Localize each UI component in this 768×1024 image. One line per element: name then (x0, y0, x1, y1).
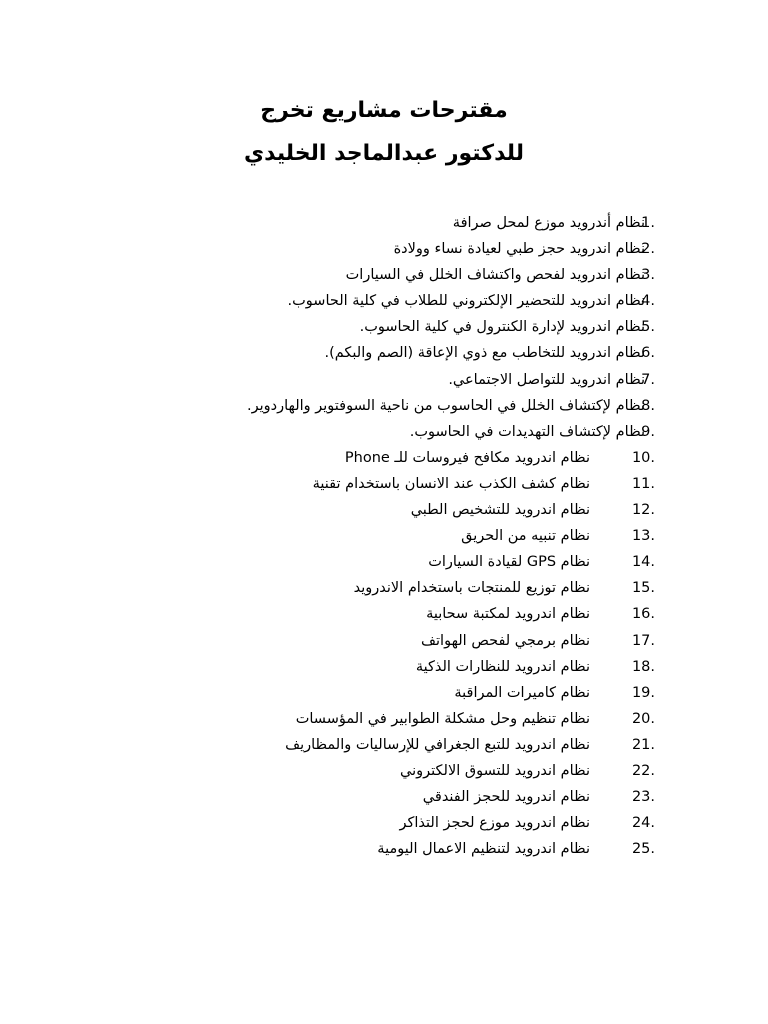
list-item (0, 810, 768, 836)
list-item-number: 8. (641, 397, 655, 414)
list-item-text: نظام اندرويد للتواصل الاجتماعي. (448, 371, 645, 388)
list-item-number: 22. (631, 762, 655, 779)
list-item-number: 3. (641, 267, 655, 284)
list-item (0, 575, 768, 601)
list-item-number: 16. (631, 606, 655, 623)
list-item-number: 20. (631, 710, 655, 727)
list-item-text: نظام اندرويد للتبع الجغرافي للإرساليات والمظاريف (285, 736, 590, 753)
list-item-text: نظام GPS لقيادة السيارات (428, 554, 590, 571)
list-item-text: نظام اندرويد للتحضير الإلكتروني للطلاب في كلية الحاسوب. (287, 293, 645, 310)
list-item (0, 314, 768, 340)
list-item-number: 6. (641, 345, 655, 362)
list-item-number: 23. (631, 789, 655, 806)
list-item (0, 367, 768, 393)
list-item (0, 210, 768, 236)
list-item-number: 12. (631, 502, 655, 519)
list-item-number: 15. (631, 580, 655, 597)
list-item-number: 4. (641, 293, 655, 310)
list-item-text: نظام كشف الكذب عند الانسان باستخدام تقنية (312, 475, 590, 492)
list-item-text: نظام اندرويد لمكتبة سحابية (426, 606, 590, 623)
list-item (0, 419, 768, 445)
list-item (0, 262, 768, 288)
list-item (0, 288, 768, 314)
list-item (0, 628, 768, 654)
list-item (0, 680, 768, 706)
list-item (0, 706, 768, 732)
document-title-line-2: للدكتور عبدالماجد الخليدي (243, 141, 525, 166)
document-title-line-1: مقترحات مشاريع تخرج (260, 98, 508, 123)
list-item-text: نظام اندرويد لفحص واكتشاف الخلل في السيارات (345, 267, 645, 284)
list-item-text: نظام تنبيه من الحريق (461, 528, 590, 545)
list-item-text: نظام توزيع للمنتجات باستخدام الاندرويد (353, 580, 590, 597)
list-item-number: 9. (641, 423, 655, 440)
list-item-number: 19. (631, 684, 655, 701)
list-item-text: نظام كاميرات المراقبة (454, 684, 590, 701)
list-item-text: نظام اندرويد للتخاطب مع ذوي الإعاقة (الصم والبكم). (324, 345, 645, 362)
list-item-number: 1. (641, 215, 655, 231)
list-item-number: 14. (631, 554, 655, 571)
list-item-number: 5. (641, 319, 655, 336)
list-item-number: 25. (631, 841, 655, 858)
list-item (0, 654, 768, 680)
list-item-text: نظام اندرويد لإدارة الكنترول في كلية الحاسوب. (359, 319, 645, 336)
project-list (0, 210, 768, 862)
list-item (0, 601, 768, 627)
list-item-text: نظام أندرويد موزع لمحل صرافة (452, 215, 645, 231)
list-item-text: نظام اندرويد للتشخيص الطبي (410, 502, 590, 519)
list-item (0, 340, 768, 366)
list-item-number: 13. (631, 528, 655, 545)
list-item-text: نظام اندرويد موزع لحجز التذاكر (399, 815, 590, 832)
list-item (0, 393, 768, 419)
list-item-text: نظام اندرويد مكافح فيروسات للـ Phone (344, 449, 590, 466)
list-item (0, 732, 768, 758)
list-item-text: نظام برمجي لفحص الهواتف (421, 632, 590, 649)
list-item-text: نظام لإكتشاف التهديدات في الحاسوب. (409, 423, 645, 440)
list-item (0, 836, 768, 862)
list-item (0, 758, 768, 784)
list-item (0, 236, 768, 262)
list-item-number: 21. (631, 736, 655, 753)
list-item-number: 11. (631, 475, 655, 492)
list-item-text: نظام اندرويد للتسوق الالكتروني (400, 762, 590, 779)
list-item-number: 24. (631, 815, 655, 832)
list-item (0, 549, 768, 575)
list-item-number: 18. (631, 658, 655, 675)
list-item (0, 497, 768, 523)
list-item (0, 471, 768, 497)
list-item-text: نظام اندرويد لتنظيم الاعمال اليومية (377, 841, 590, 858)
list-item (0, 784, 768, 810)
list-item-text: نظام تنظيم وحل مشكلة الطوابير في المؤسسات (295, 710, 590, 727)
list-item-number: 10. (631, 449, 655, 466)
list-item (0, 523, 768, 549)
list-item-number: 17. (631, 632, 655, 649)
list-item (0, 445, 768, 471)
list-item-text: نظام اندرويد للنظارات الذكية (415, 658, 590, 675)
list-item-text: نظام اندرويد حجز طبي لعيادة نساء وولادة (393, 241, 645, 258)
list-item-text: نظام اندرويد للحجز الفندقي (422, 789, 590, 806)
list-item-number: 7. (641, 371, 655, 388)
list-item-number: 2. (641, 241, 655, 258)
list-item-text: نظام لإكتشاف الخلل في الحاسوب من ناحية السوفتوير والهاردوير. (247, 397, 645, 414)
